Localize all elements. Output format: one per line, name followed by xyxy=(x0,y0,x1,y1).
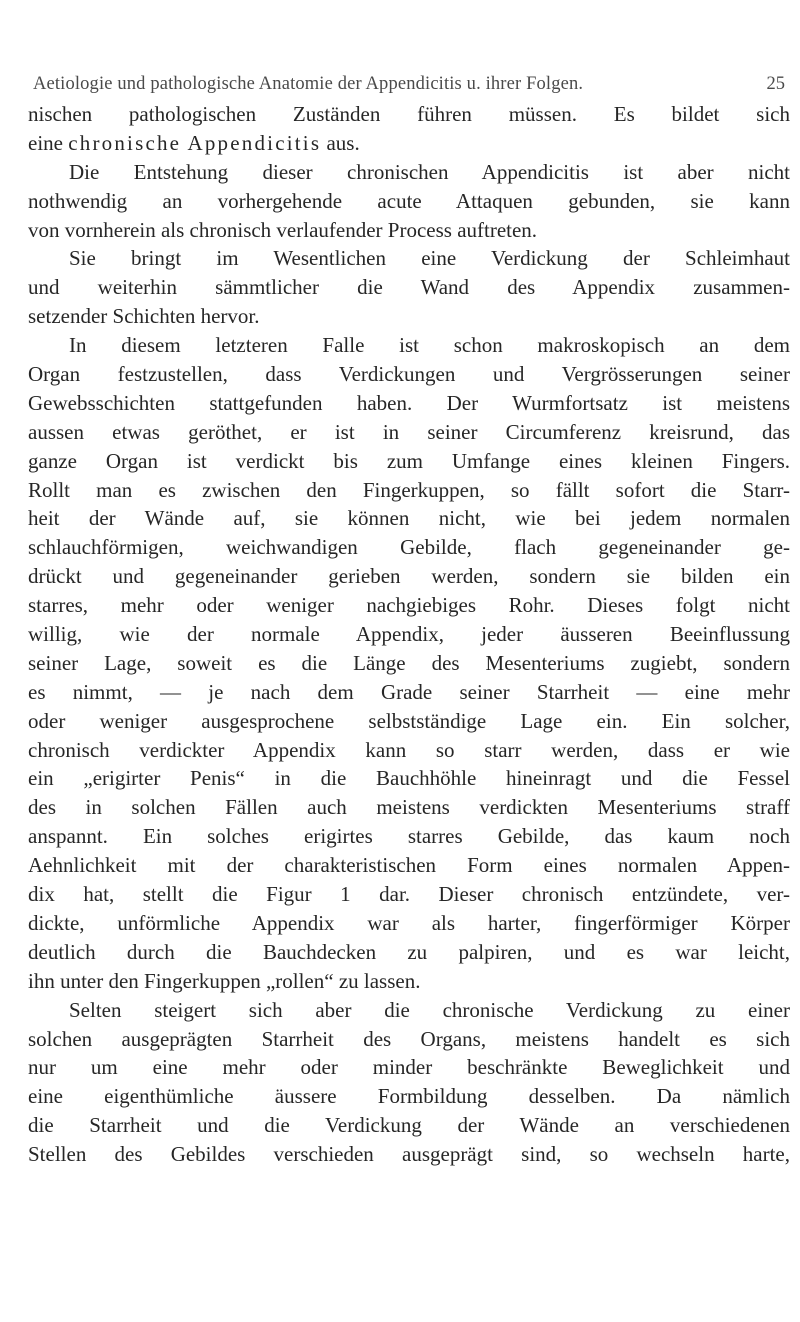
text-line: des in solchen Fällen auch meistens verdickten Mesenteriums straff xyxy=(28,795,790,820)
text-line xyxy=(28,129,790,158)
page-number: 25 xyxy=(766,74,785,94)
text-line: oder weniger ausgesprochene selbstständige Lage ein. Ein solcher, xyxy=(28,708,790,733)
text-line: es nimmt, — je nach dem Grade seiner Starrheit — eine mehr xyxy=(28,679,790,704)
text-line: nur um eine mehr oder minder beschränkte Beweglichkeit und xyxy=(28,1055,790,1080)
text-line: setzender Schichten hervor. xyxy=(28,304,260,329)
text-line: Rollt man es zwischen den Fingerkuppen, so fällt sofort die Starr- xyxy=(28,477,790,502)
running-head xyxy=(33,72,785,96)
text-line: Aehnlichkeit mit der charakteristischen Form eines normalen Appen- xyxy=(28,853,790,878)
emphasized-term: chronische Appendicitis xyxy=(68,130,322,155)
text-line: schlauchförmigen, weichwandigen Gebilde, flach gegeneinander ge- xyxy=(28,535,790,560)
text-line: willig, wie der normale Appendix, jeder äusseren Beeinflussung xyxy=(28,622,790,647)
text-line: Stellen des Gebildes verschieden ausgeprägt sind, so wechseln harte, xyxy=(28,1142,790,1167)
text-line: chronisch verdickter Appendix kann so starr werden, dass er wie xyxy=(28,737,790,762)
text-line: ihn unter den Fingerkuppen „rollen“ zu lassen. xyxy=(28,968,421,993)
text-line: ein „erigirter Penis“ in die Bauchhöhle hineinragt und die Fessel xyxy=(28,766,790,791)
text-line: ganze Organ ist verdickt bis zum Umfange eines kleinen Fingers. xyxy=(28,448,790,473)
text-line: nischen pathologischen Zuständen führen müssen. Es bildet sich xyxy=(28,102,790,126)
book-page xyxy=(28,0,790,1322)
text-line: dickte, unförmliche Appendix war als harter, fingerförmiger Körper xyxy=(28,910,790,935)
text-line: Selten steigert sich aber die chronische Verdickung zu einer xyxy=(69,997,790,1022)
text-line: aussen etwas geröthet, er ist in seiner Circumferenz kreisrund, das xyxy=(28,419,790,444)
text-line: drückt und gegeneinander gerieben werden, sondern sie bilden ein xyxy=(28,564,790,589)
text-line: und weiterhin sämmtlicher die Wand des Appendix zusammen- xyxy=(28,275,790,300)
text-line: In diesem letzteren Falle ist schon makroskopisch an dem xyxy=(69,333,790,358)
text-line: Organ festzustellen, dass Verdickungen und Vergrösserungen seiner xyxy=(28,362,790,387)
text-line: von vornherein als chronisch verlaufender Process auftreten. xyxy=(28,217,538,242)
text-line: Sie bringt im Wesentlichen eine Verdickung der Schleimhaut xyxy=(69,246,790,271)
text-line: heit der Wände auf, sie können nicht, wie bei jedem normalen xyxy=(28,506,790,531)
text-line: anspannt. Ein solches erigirtes starres Gebilde, das kaum noch xyxy=(28,824,790,849)
text-line: die Starrheit und die Verdickung der Wände an verschiedenen xyxy=(28,1113,790,1138)
text-line: Die Entstehung dieser chronischen Appendicitis ist aber nicht xyxy=(69,159,790,184)
text-line: seiner Lage, soweit es die Länge des Mesenteriums zugiebt, sondern xyxy=(28,650,790,675)
text-segment: aus. xyxy=(321,130,360,155)
text-line: eine eigenthümliche äussere Formbildung desselben. Da nämlich xyxy=(28,1084,790,1109)
text-line: Gewebsschichten stattgefunden haben. Der Wurmfortsatz ist meistens xyxy=(28,390,790,415)
text-line: solchen ausgeprägten Starrheit des Organs, meistens handelt es sich xyxy=(28,1026,790,1051)
text-line: starres, mehr oder weniger nachgiebiges Rohr. Dieses folgt nicht xyxy=(28,593,790,618)
text-line: nothwendig an vorhergehende acute Attaquen gebunden, sie kann xyxy=(28,188,790,213)
running-head-title: Aetiologie und pathologische Anatomie der Appendicitis u. ihrer Folgen. xyxy=(33,74,584,94)
body-text xyxy=(28,100,790,1169)
text-line: deutlich durch die Bauchdecken zu palpiren, und es war leicht, xyxy=(28,939,790,964)
text-segment: eine xyxy=(28,130,69,155)
text-line: dix hat, stellt die Figur 1 dar. Dieser chronisch entzündete, ver- xyxy=(28,882,790,907)
